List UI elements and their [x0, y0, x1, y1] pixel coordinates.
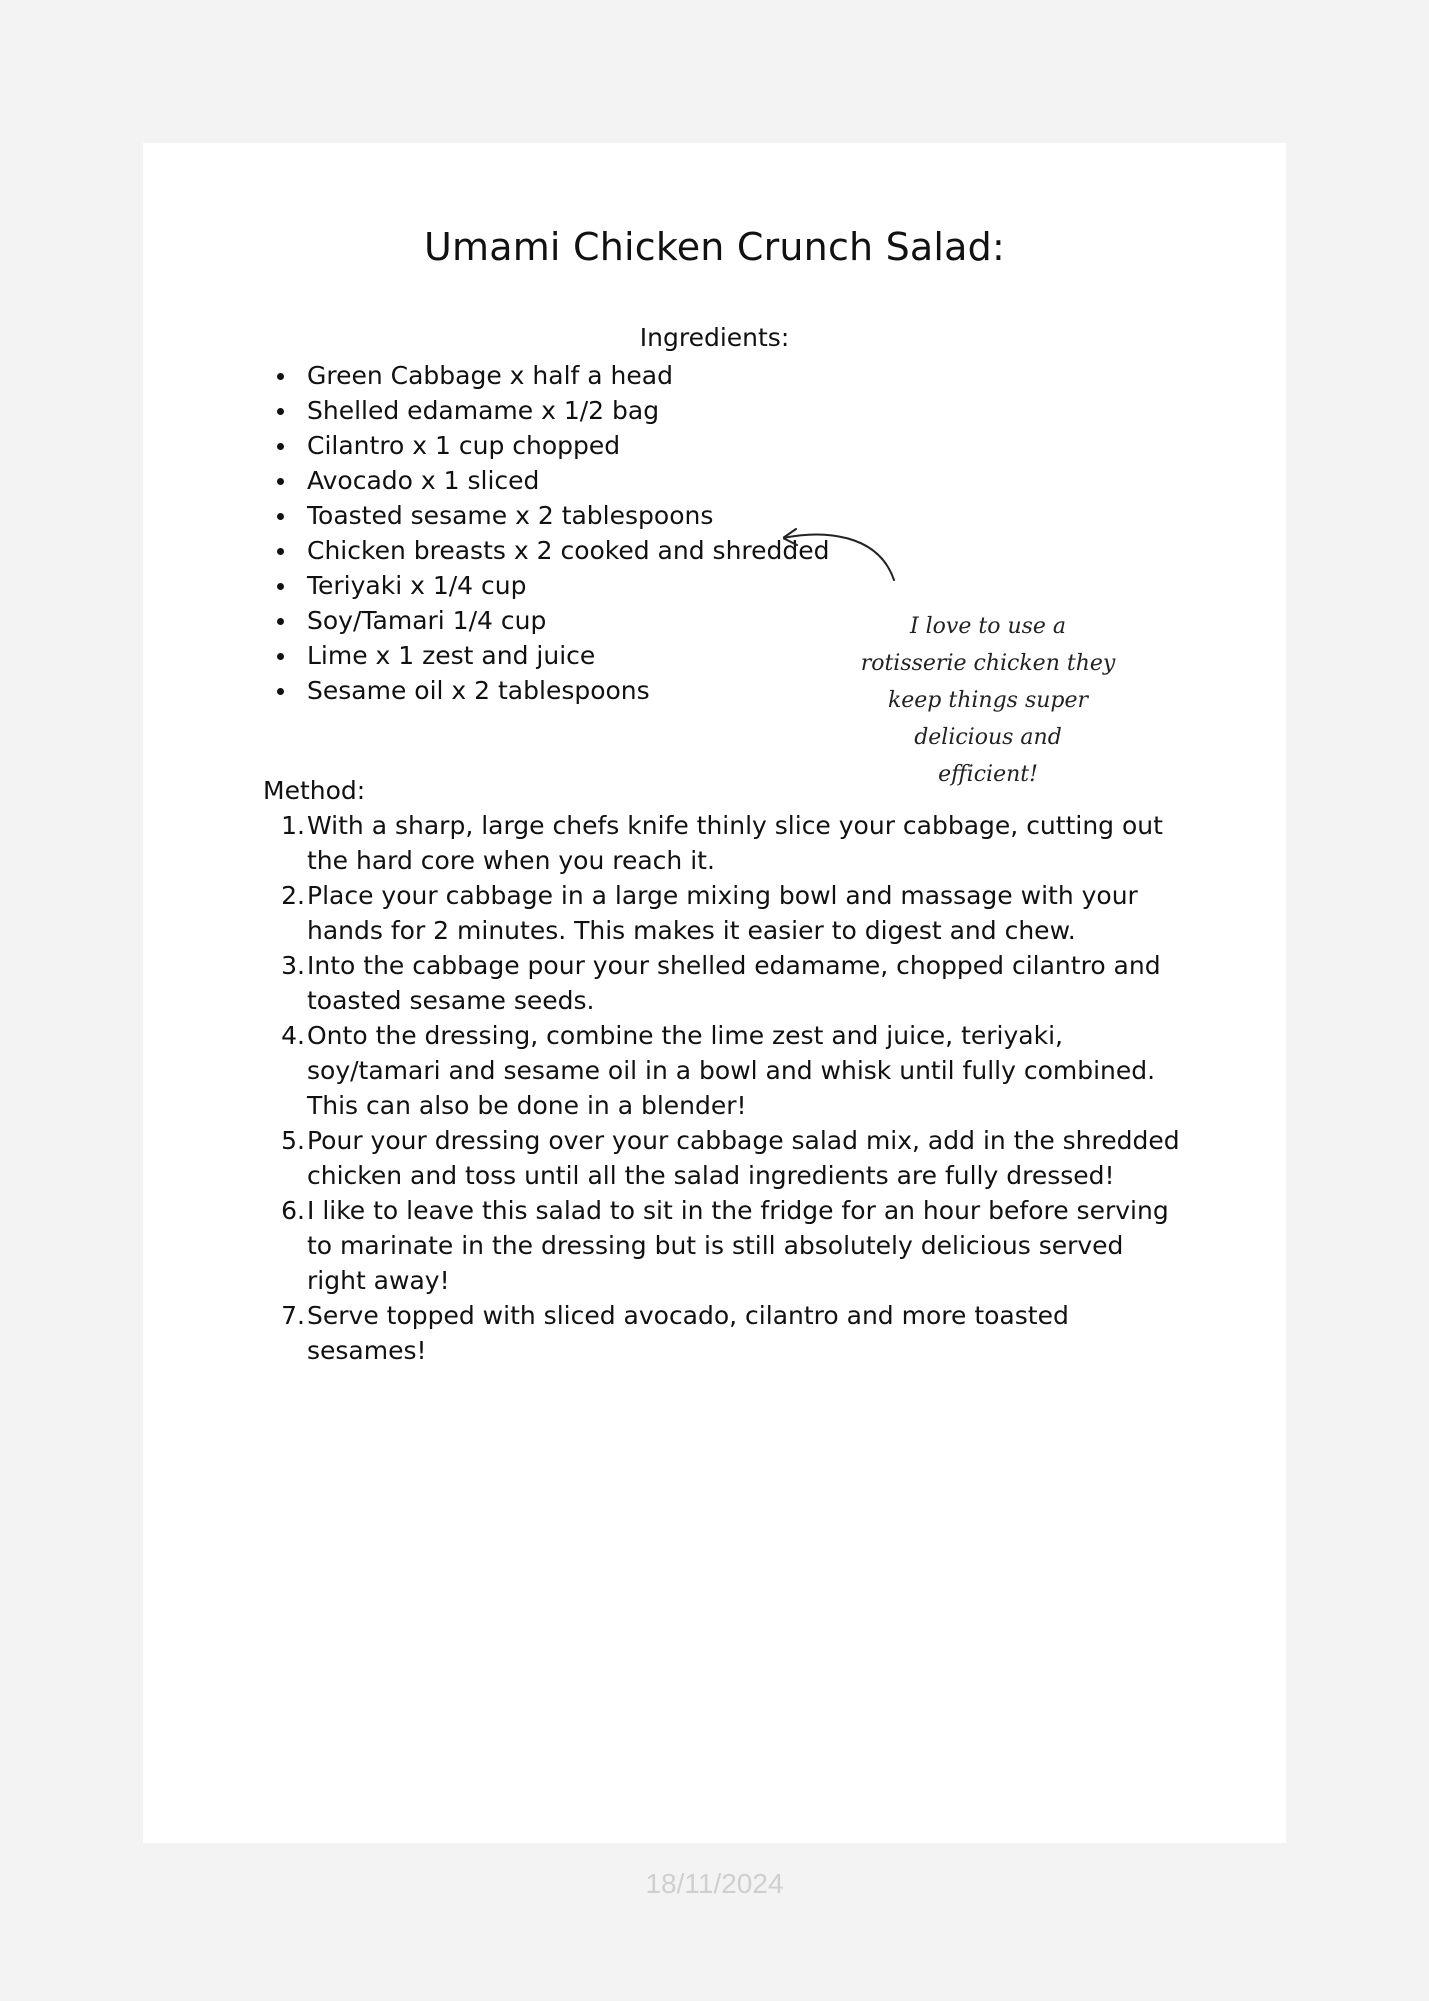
step-text: With a sharp, large chefs knife thinly slice your cabbage, cutting out the hard core when you reach it.: [307, 811, 1163, 875]
step-number: 4.: [281, 1021, 305, 1050]
step-text: Into the cabbage pour your shelled edamame, chopped cilantro and toasted sesame seeds.: [307, 951, 1161, 1015]
step-number: 2.: [281, 881, 305, 910]
method-step: [281, 808, 1187, 878]
step-text: Place your cabbage in a large mixing bowl and massage with your hands for 2 minutes. This makes it easier to digest and chew.: [307, 881, 1138, 945]
note-line: rotisserie chicken they: [860, 651, 1116, 676]
step-text: I like to leave this salad to sit in the fridge for an hour before serving to marinate in the dressing but is still absolutely delicious served right away!: [307, 1196, 1169, 1295]
ingredient-item: Sesame oil x 2 tablespoons: [307, 673, 650, 708]
method-step: [281, 1193, 1187, 1298]
ingredient-item: Cilantro x 1 cup chopped: [307, 428, 830, 463]
method-step: [281, 1018, 1187, 1123]
ingredient-item: Soy/Tamari 1/4 cup: [307, 603, 650, 638]
ingredient-item: Lime x 1 zest and juice: [307, 638, 650, 673]
step-number: 5.: [281, 1126, 305, 1155]
step-number: 6.: [281, 1196, 305, 1225]
ingredients-heading: Ingredients:: [639, 323, 790, 352]
note-arrow-icon: [783, 528, 923, 598]
method-list: [281, 808, 1187, 1368]
method-step: [281, 948, 1187, 1018]
note-line: keep things super: [887, 688, 1089, 713]
step-number: 7.: [281, 1301, 305, 1330]
ingredients-list-main: [307, 358, 830, 568]
step-number: 1.: [281, 811, 305, 840]
method-heading: Method:: [263, 776, 366, 805]
method-step: [281, 878, 1187, 948]
note-line: I love to use a: [909, 614, 1067, 639]
note-line: efficient!: [938, 762, 1038, 787]
recipe-page: [143, 143, 1286, 1843]
method-step: [281, 1298, 1187, 1368]
step-text: Serve topped with sliced avocado, cilantro and more toasted sesames!: [307, 1301, 1069, 1365]
ingredients-list-dressing: [307, 568, 650, 708]
ingredient-item: Shelled edamame x 1/2 bag: [307, 393, 830, 428]
ingredient-item: Toasted sesame x 2 tablespoons: [307, 498, 830, 533]
ingredient-item: Green Cabbage x half a head: [307, 358, 830, 393]
method-step: [281, 1123, 1187, 1193]
handwritten-note: [843, 608, 1133, 793]
footer-date: 18/11/2024: [645, 1868, 784, 1899]
recipe-title: Umami Chicken Crunch Salad:: [424, 225, 1005, 269]
step-text: Onto the dressing, combine the lime zest and juice, teriyaki, soy/tamari and sesame oil in a bowl and whisk until fully combined. This can also be done in a blender!: [307, 1021, 1156, 1120]
note-line: delicious and: [914, 725, 1062, 750]
ingredient-item: Avocado x 1 sliced: [307, 463, 830, 498]
step-number: 3.: [281, 951, 305, 980]
step-text: Pour your dressing over your cabbage salad mix, add in the shredded chicken and toss until all the salad ingredients are fully dressed!: [307, 1126, 1180, 1190]
ingredient-item: Chicken breasts x 2 cooked and shredded: [307, 533, 830, 568]
ingredient-item: Teriyaki x 1/4 cup: [307, 568, 650, 603]
